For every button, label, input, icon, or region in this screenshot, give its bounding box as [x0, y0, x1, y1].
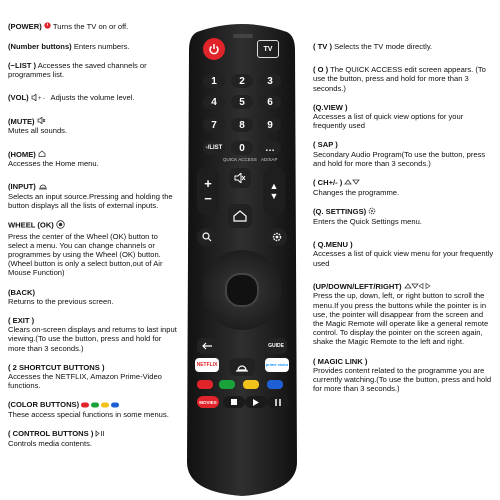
- sap-desc: ( SAP ) Secondary Audio Program(To use the button, press and hold for more than 3 seconds.): [313, 140, 486, 168]
- number-7-button[interactable]: 7: [203, 118, 225, 132]
- volume-icon: [31, 94, 49, 103]
- vol-desc: (VOL) + - Adjusts the volume level.: [8, 93, 135, 103]
- control-buttons-desc: ( CONTROL BUTTONS ) Controls media contents.: [8, 429, 178, 448]
- svg-text:+: +: [37, 95, 42, 101]
- left-descriptions: [8, 22, 178, 448]
- number-0-button[interactable]: 0: [231, 141, 253, 155]
- chevron-up-down-icon: [344, 178, 360, 187]
- color-swatches-icon: [81, 401, 121, 410]
- quick-access-label: QUICK ACCESS: [223, 157, 257, 162]
- search-button[interactable]: [197, 228, 217, 246]
- back-desc: (BACK) Returns to the previous screen.: [8, 287, 114, 306]
- vol-up-icon: +: [204, 176, 212, 191]
- input-desc: (INPUT) Selects an input source.Pressing and holding the button displays all the lists of external inputs.: [8, 182, 173, 211]
- quick-access-desc: ( O ) The QUICK ACCESS edit screen appears. (To use the button, press and hold for more than 3 seconds.): [313, 65, 486, 93]
- quick-access-button[interactable]: …: [259, 141, 281, 155]
- number-3-button[interactable]: 3: [259, 74, 281, 88]
- number-1-button[interactable]: 1: [203, 74, 225, 88]
- volume-rocker[interactable]: [197, 166, 219, 216]
- pause-button[interactable]: [267, 396, 289, 408]
- stop-button[interactable]: [223, 396, 245, 408]
- play-pause-icon: [95, 430, 105, 439]
- green-button[interactable]: [219, 380, 235, 389]
- netflix-button[interactable]: NETFLIX: [195, 358, 219, 372]
- power-desc: (POWER) Turns the TV on or off.: [8, 22, 129, 31]
- arrows-icon: [404, 282, 434, 291]
- wheel-icon: [56, 220, 65, 231]
- number-6-button[interactable]: 6: [259, 95, 281, 109]
- home-desc: (HOME) Accesses the Home menu.: [8, 149, 99, 169]
- home-button[interactable]: [228, 204, 252, 228]
- exit-desc: ( EXIT ) Clears on-screen displays and returns to last input viewing.(To use the button, press and hold for more than 3 seconds.): [8, 316, 177, 353]
- blue-button[interactable]: [267, 380, 283, 389]
- power-icon: [44, 22, 51, 31]
- qview-desc: (Q.VIEW ) Accesses a list of quick view options for your frequently used: [313, 102, 464, 131]
- number-8-button[interactable]: 8: [231, 118, 253, 132]
- power-button[interactable]: [203, 38, 225, 60]
- right-descriptions: [313, 42, 495, 393]
- qmenu-desc: ( Q.MENU ) Accesses a list of quick view menu for your frequently used: [313, 240, 494, 268]
- shortcut-desc: ( 2 SHORTCUT BUTTONS ) Accesses the NETFLIX, Amazon Prime-Video functions.: [8, 362, 162, 391]
- vol-down-icon: −: [204, 191, 212, 206]
- magic-remote: [183, 22, 301, 498]
- mute-desc: (MUTE) Mutes all sounds.: [8, 116, 68, 136]
- channel-rocker[interactable]: [263, 166, 285, 216]
- wheel-ok-button[interactable]: [225, 273, 259, 307]
- list-button[interactable]: -/LIST: [203, 141, 225, 155]
- qsettings-desc: (Q. SETTINGS) Enters the Quick Settings menu.: [313, 206, 422, 227]
- number-9-button[interactable]: 9: [259, 118, 281, 132]
- prime-video-button[interactable]: prime video: [265, 358, 289, 372]
- number-5-button[interactable]: 5: [231, 95, 253, 109]
- magic-link-desc: ( MAGIC LINK ) Provides content related to the programme you are currently watching.(To use the button, press and hold for more than 3 seconds.): [313, 356, 492, 394]
- number-2-button[interactable]: 2: [231, 74, 253, 88]
- settings-icon: [368, 207, 376, 217]
- back-button[interactable]: [197, 338, 219, 354]
- mute-button[interactable]: [229, 168, 251, 188]
- ch-down-icon: ▼: [269, 191, 279, 201]
- adsap-label: AD/SAP: [261, 157, 278, 162]
- ch-up-icon: ▲: [269, 181, 279, 191]
- settings-button[interactable]: [267, 228, 287, 246]
- arrows-desc: (UP/DOWN/LEFT/RIGHT) Press the up, down, left, or right button to scroll the menu.If you press the buttons while the pointer is in use, the pointer will disappear from the screen and the Magic Remote will operate like a general remote control. To display the pointer on the screen again, shake the Magic Remote to the left and right.: [313, 281, 489, 347]
- number-buttons-desc: (Number buttons) Enters numbers.: [8, 41, 130, 51]
- number-4-button[interactable]: 4: [203, 95, 225, 109]
- color-buttons-desc: (COLOR BUTTONS) These access special functions in some menus.: [8, 400, 169, 420]
- input-button[interactable]: [229, 358, 255, 376]
- red-button[interactable]: [197, 380, 213, 389]
- home-icon: [38, 150, 46, 159]
- navigation-ring[interactable]: [202, 250, 282, 330]
- tv-desc: ( TV ) Selects the TV mode directly.: [313, 42, 433, 51]
- guide-button[interactable]: GUIDE: [265, 338, 287, 354]
- tv-button[interactable]: TV: [257, 40, 279, 58]
- yellow-button[interactable]: [243, 380, 259, 389]
- movies-button[interactable]: MOVIES: [197, 396, 219, 408]
- mute-icon: [37, 117, 46, 126]
- wheel-desc: WHEEL (OK) Press the center of the Wheel (OK) button to select a menu. You can change channels or programmes by using the Wheel (OK) button. (Wheel button is only a select button,out of Air Mouse Function): [8, 221, 163, 278]
- play-button[interactable]: [245, 396, 267, 408]
- svg-text:-: -: [42, 95, 45, 101]
- list-desc: (−LIST ) Accesses the saved channels or programmes list.: [8, 60, 147, 79]
- ch-desc: ( CH+/- ) Changes the programme.: [313, 178, 400, 197]
- input-icon: [38, 183, 48, 192]
